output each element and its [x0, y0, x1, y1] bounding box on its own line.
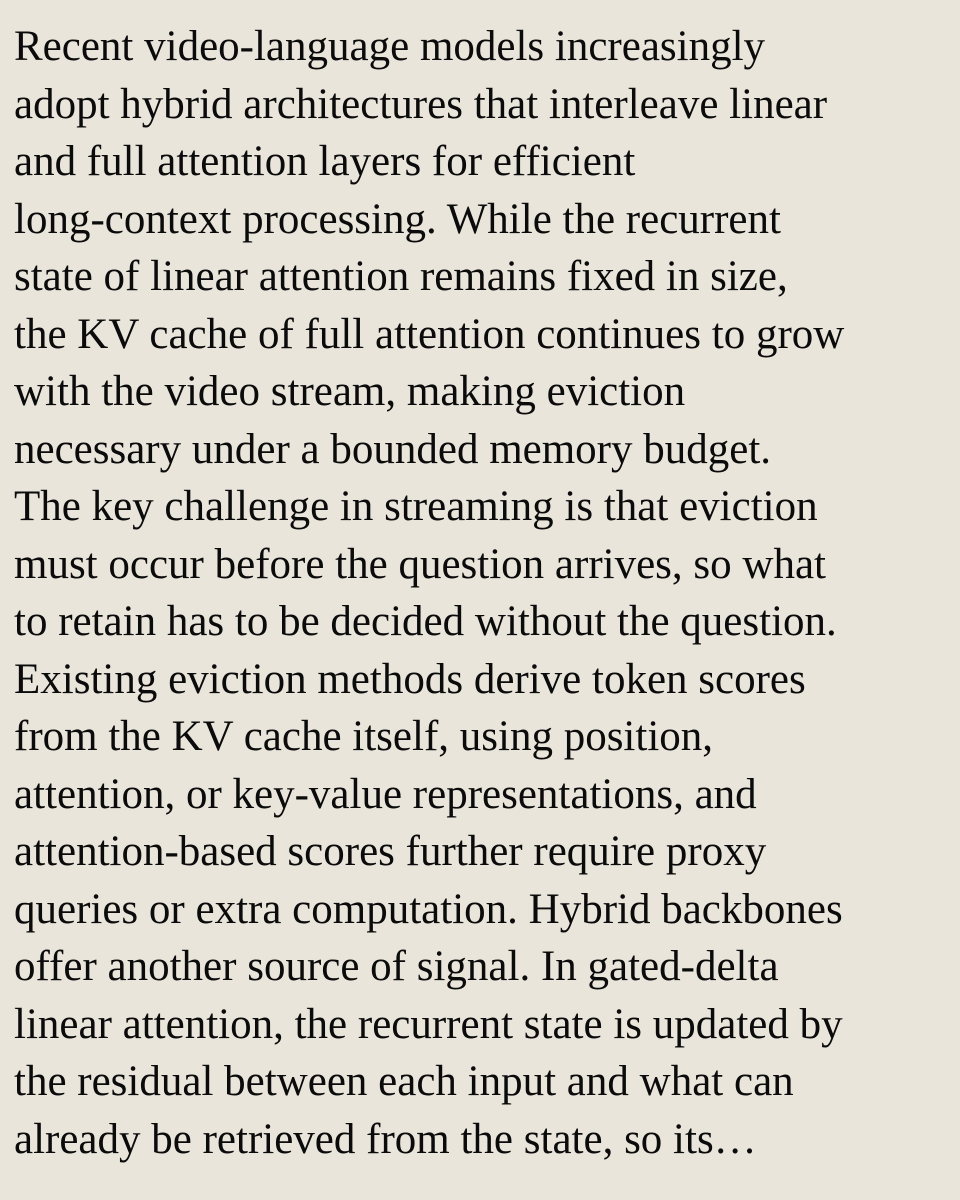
paragraph-line-9: The key challenge in streaming is that eviction	[14, 483, 818, 530]
paragraph-line-2: adopt hybrid architectures that interleave linear	[14, 80, 828, 128]
paragraph-line-6: the KV cache of full attention continues to grow	[14, 310, 845, 358]
paragraph-line-4: long-context processing. While the recurrent	[14, 195, 781, 243]
paragraph-line-1: Recent video-language models increasingly	[14, 23, 766, 70]
paragraph-line-11: to retain has to be decided without the question.	[14, 598, 837, 645]
paragraph-line-13: from the KV cache itself, using position,	[14, 713, 714, 760]
paragraph-line-12: Existing eviction methods derive token scores	[14, 655, 806, 703]
paragraph-line-7: with the video stream, making eviction	[14, 368, 686, 415]
paragraph-line-15: attention-based scores further require proxy	[14, 828, 767, 875]
paragraph-line-5: state of linear attention remains fixed in size,	[14, 253, 788, 300]
paragraph-line-8: necessary under a bounded memory budget.	[14, 425, 772, 473]
paragraph-line-20: already be retrieved from the state, so its…	[14, 1115, 757, 1163]
paragraph-line-3: and full attention layers for efficient	[14, 138, 636, 185]
paragraph-line-10: must occur before the question arrives, so what	[14, 540, 826, 588]
abstract-paragraph	[14, 18, 946, 1168]
paragraph-line-14: attention, or key-value representations, and	[14, 770, 757, 818]
paragraph-line-17: offer another source of signal. In gated-delta	[14, 943, 779, 990]
paragraph-line-19: the residual between each input and what can	[14, 1058, 794, 1105]
paragraph-line-18: linear attention, the recurrent state is updated by	[14, 1000, 843, 1048]
paragraph-line-16: queries or extra computation. Hybrid backbones	[14, 885, 843, 933]
